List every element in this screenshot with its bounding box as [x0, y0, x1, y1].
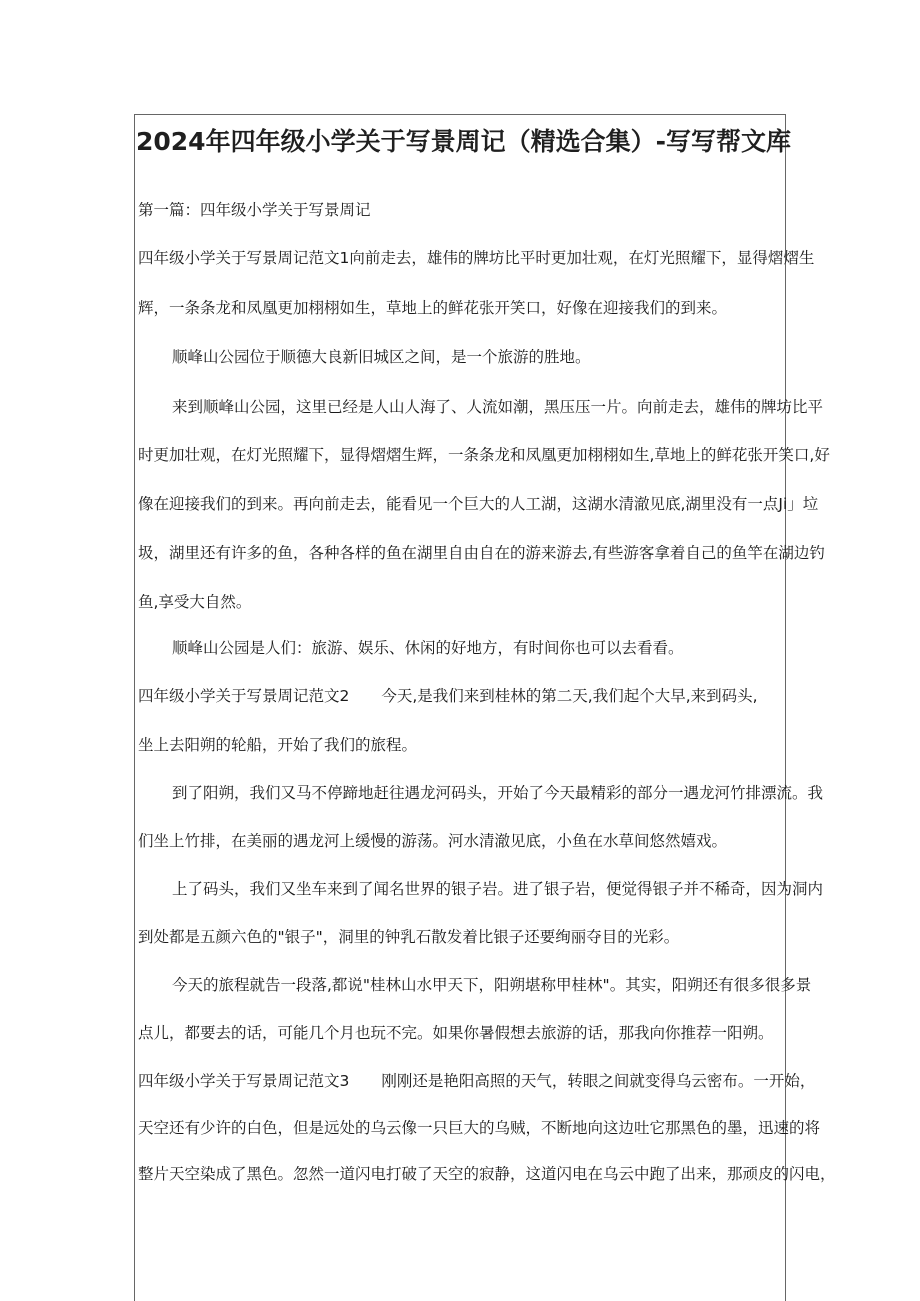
- paragraph-line: 整片天空染成了黑色。忽然一道闪电打破了天空的寂静，这道闪电在乌云中跑了出来，那顽皮的闪电，: [138, 1165, 836, 1183]
- paragraph-line: 点儿，都要去的话，可能几个月也玩不完。如果你暑假想去旅游的话，那我向你推荐一阳朔。: [138, 1024, 774, 1042]
- sample-heading-label: 四年级小学关于写景周记范文2: [138, 687, 350, 705]
- paragraph-line: 鱼,享受大自然。: [138, 593, 252, 611]
- sample-heading: [138, 685, 784, 707]
- sample-heading-text: 刚刚还是艳阳高照的天气，转眼之间就变得乌云密布。一开始，: [381, 1072, 816, 1090]
- section-heading: 第一篇：四年级小学关于写景周记: [138, 201, 371, 219]
- sample-heading-label: 四年级小学关于写景周记范文3: [138, 1072, 350, 1090]
- paragraph-line: 上了码头，我们又坐车来到了闻名世界的银子岩。进了银子岩，便觉得银子并不稀奇，因为洞内: [172, 880, 824, 898]
- paragraph-line: 辉，一条条龙和凤凰更加栩栩如生，草地上的鲜花张开笑口，好像在迎接我们的到来。: [138, 299, 728, 317]
- paragraph-line: 顺峰山公园是人们：旅游、娱乐、休闲的好地方，有时间你也可以去看看。: [172, 639, 684, 657]
- paragraph-line: 们坐上竹排，在美丽的遇龙河上缓慢的游荡。河水清澈见底，小鱼在水草间悠然嬉戏。: [138, 832, 728, 850]
- paragraph-line: 到处都是五颜六色的"银子"，洞里的钟乳石散发着比银子还要绚丽夺目的光彩。: [138, 928, 680, 946]
- paragraph-line: 坐上去阳朔的轮船，开始了我们的旅程。: [138, 736, 418, 754]
- sample-heading: [138, 1070, 816, 1092]
- paragraph-line: 时更加壮观，在灯光照耀下，显得熠熠生辉，一条条龙和凤凰更加栩栩如生,草地上的鲜花张开笑口,好: [138, 446, 830, 464]
- paragraph-line: 到了阳朔，我们又马不停蹄地赶往遇龙河码头，开始了今天最精彩的部分一遇龙河竹排漂流。我: [172, 784, 824, 802]
- document-title: 2024年四年级小学关于写景周记（精选合集）-写写帮文库: [136, 127, 791, 156]
- paragraph-line: 像在迎接我们的到来。再向前走去，能看见一个巨大的人工湖，这湖水清澈见底,湖里没有一点Ji」垃: [138, 495, 819, 513]
- paragraph-line: 四年级小学关于写景周记范文1向前走去，雄伟的牌坊比平时更加壮观，在灯光照耀下，显得熠熠生: [138, 249, 815, 267]
- paragraph-line: 顺峰山公园位于顺德大良新旧城区之间，是一个旅游的胜地。: [172, 348, 591, 366]
- paragraph-line: 天空还有少许的白色，但是远处的乌云像一只巨大的乌贼，不断地向这边吐它那黑色的墨，迅速的将: [138, 1119, 821, 1137]
- paragraph-line: 来到顺峰山公园，这里已经是人山人海了、人流如潮，黑压压一片。向前走去，雄伟的牌坊比平: [172, 398, 824, 416]
- paragraph-line: 今天的旅程就告一段落,都说"桂林山水甲天下，阳朔堪称甲桂林"。其实，阳朔还有很多很多景: [172, 976, 812, 994]
- paragraph-line: 圾，湖里还有许多的鱼，各种各样的鱼在湖里自由自在的游来游去,有些游客拿着自己的鱼竿在湖边钓: [138, 544, 825, 562]
- sample-heading-text: 今天,是我们来到桂林的第二天,我们起个大早,来到码头,: [381, 687, 758, 705]
